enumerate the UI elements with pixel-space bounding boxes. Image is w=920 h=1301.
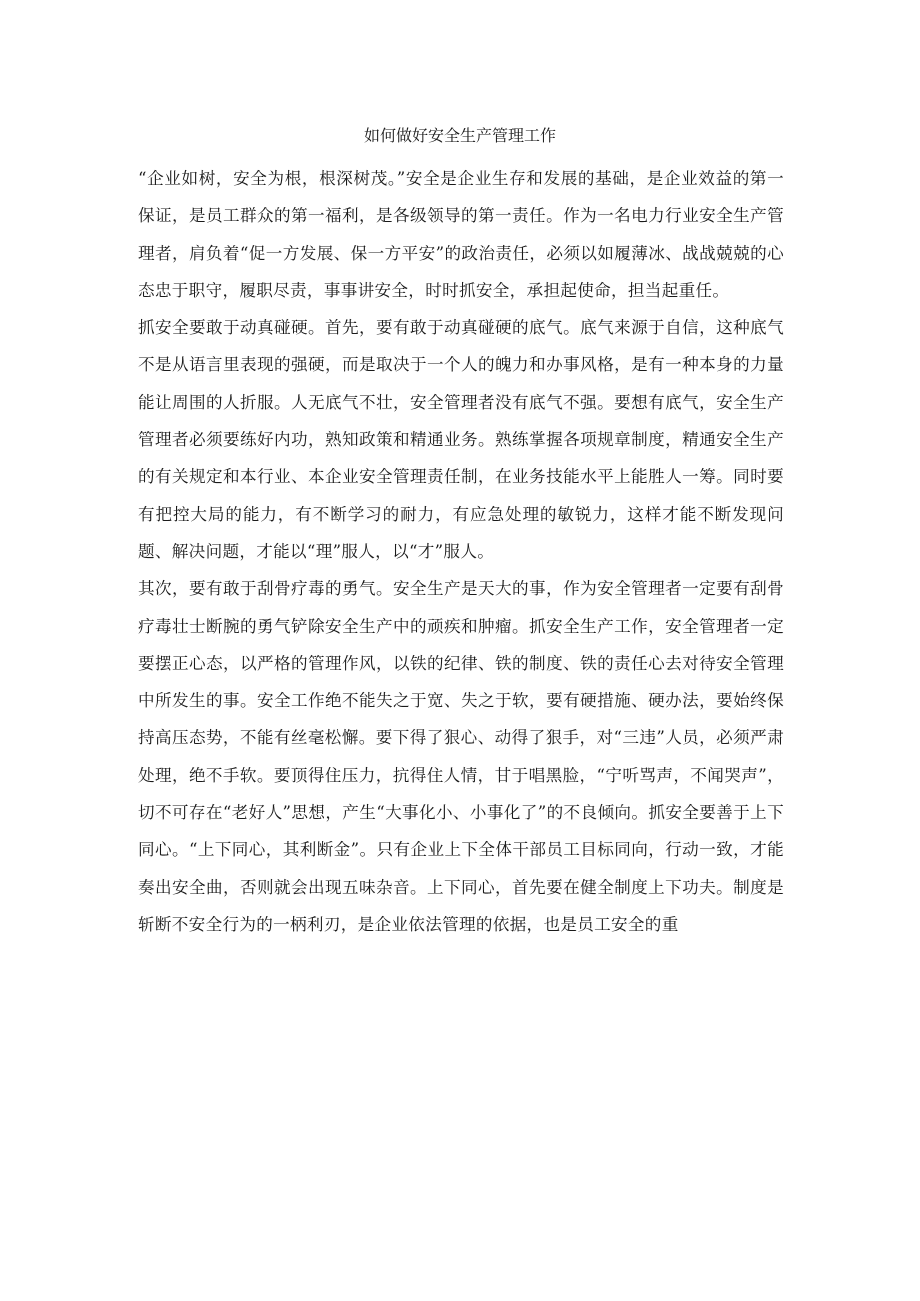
document-body xyxy=(138,160,784,943)
document-title: 如何做好安全生产管理工作 xyxy=(363,126,556,145)
paragraph-intro: “企业如树，安全为根，根深树茂。”安全是企业生存和发展的基础，是企业效益的第一保证，是员工群众的第一福利，是各级领导的第一责任。作为一名电力行业安全生产管理者，肩负着“促一方发展、保一方平安”的政治责任，必须以如履薄冰、战战兢兢的心态忠于职守，履职尽责，事事讲安全，时时抓安全，承担起使命，担当起重任。 xyxy=(138,169,784,300)
paragraph-courage-to-confront: 抓安全要敢于动真碰硬。首先，要有敢于动真碰硬的底气。底气来源于自信，这种底气不是从语言里表现的强硬，而是取决于一个人的魄力和办事风格，是有一种本身的力量能让周围的人折服。人无底气不壮，安全管理者没有底气不强。要想有底气，安全生产管理者必须要练好内功，熟知政策和精通业务。熟练掌握各项规章制度，精通安全生产的有关规定和本行业、本企业安全管理责任制，在业务技能水平上能胜人一筹。同时要有把控大局的能力，有不断学习的耐力，有应急处理的敏锐力，这样才能不断发现问题、解决问题，才能以“理”服人，以“才”服人。 xyxy=(138,318,784,561)
paragraph-courage-to-cure: 其次，要有敢于刮骨疗毒的勇气。安全生产是天大的事，作为安全管理者一定要有刮骨疗毒壮士断腕的勇气铲除安全生产中的顽疾和肿瘤。抓安全生产工作，安全管理者一定要摆正心态，以严格的管理作风，以铁的纪律、铁的制度、铁的责任心去对待安全管理中所发生的事。安全工作绝不能失之于宽、失之于软，要有硬措施、硬办法，要始终保持高压态势，不能有丝毫松懈。要下得了狠心、动得了狠手，对“三违”人员，必须严肃处理，绝不手软。要顶得住压力，抗得住人情，甘于唱黑脸，“宁听骂声，不闻哭声”，切不可存在“老好人”思想，产生“大事化小、小事化了”的不良倾向。抓安全要善于上下同心。“上下同心，其利断金”。只有企业上下全体干部员工目标同向，行动一致，才能奏出安全曲，否则就会出现五味杂音。上下同心，首先要在健全制度上下功夫。制度是斩断不安全行为的一柄利刃，是企业依法管理的依据，也是员工安全的重 xyxy=(138,579,784,934)
